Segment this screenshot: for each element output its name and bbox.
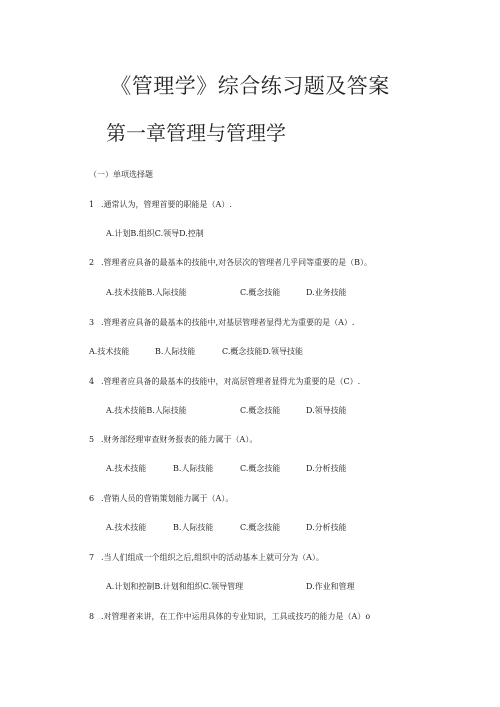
question-2 (89, 258, 372, 268)
question-number: 4 (89, 377, 95, 386)
question-text: .对管理者来讲，在工作中运用具体的专业知识，工具或技巧的能力是（A）o (101, 612, 371, 621)
question-number: 5 (89, 435, 95, 444)
option-text: D.作业和管理 (306, 582, 355, 591)
question-2-options (106, 288, 426, 298)
option-text: B.人际技能 (173, 464, 214, 473)
question-text: .管理者应具备的最基本的技能中，对高层管理者显得尤为重要的是（C）. (101, 377, 361, 386)
question-5-options (106, 464, 426, 474)
question-8 (89, 612, 370, 622)
option-text: C.概念技能 (240, 288, 281, 297)
question-6 (89, 494, 233, 504)
option-text: A.技术技能B.人际技能 (106, 406, 187, 415)
option-text: A.技术技能 (106, 464, 147, 473)
question-number: 2 (89, 258, 95, 267)
chapter-heading: 第一章管理与管理学 (106, 121, 286, 145)
question-text: .管理者应具备的最基本的技能中,对各层次的管理者几乎同等重要的是（B）。 (101, 258, 372, 267)
option-text: C.概念技能D.领导技能 (222, 347, 304, 356)
question-4-options (106, 406, 426, 416)
question-5 (89, 435, 257, 445)
question-number: 1 (89, 200, 95, 209)
question-3-options (89, 347, 409, 357)
question-1 (89, 200, 232, 210)
question-text: .当人们组成一个组织之后,组织中的活动基本上就可分为（A）。 (101, 553, 324, 562)
option-text: B.人际技能 (173, 523, 214, 532)
option-text: D.分析技能 (306, 523, 347, 532)
option-text: B.人际技能 (155, 347, 196, 356)
question-number: 3 (89, 318, 95, 327)
option-text: C.概念技能 (240, 523, 281, 532)
question-number: 6 (89, 494, 95, 503)
option-text: A.技术技能B.人际技能 (106, 288, 187, 297)
question-text: .财务部经理审查财务报表的能力属于（A）。 (101, 435, 258, 444)
option-text: A.计划B.组织C.领导D.控制 (106, 229, 204, 238)
question-text: .通常认为，管理首要的职能是（A）. (101, 200, 232, 209)
option-text: A.技术技能 (89, 347, 130, 356)
option-text: A.技术技能 (106, 523, 147, 532)
option-text: D.业务技能 (306, 288, 347, 297)
question-1-options (106, 229, 426, 239)
option-text: C.概念技能 (240, 464, 281, 473)
document-title: 《管理学》综合练习题及答案 (110, 74, 390, 98)
option-text: D.领导技能 (306, 406, 347, 415)
question-text: .管理者应具备的最基本的技能中,对基层管理者显得尤为重要的是（A）. (101, 318, 355, 327)
question-number: 8 (89, 612, 95, 621)
option-text: D.分析技能 (306, 464, 347, 473)
option-text: A.计划和控制B.计划和组织C.领导管理 (106, 582, 244, 591)
question-number: 7 (89, 553, 95, 562)
question-7-options (106, 582, 426, 592)
section-heading: （一）单项选择题 (89, 170, 153, 179)
question-7 (89, 553, 324, 563)
question-text: .营销人员的营销策划能力属于（A）。 (101, 494, 234, 503)
question-4 (89, 377, 360, 387)
question-6-options (106, 523, 426, 533)
question-3 (89, 318, 354, 328)
option-text: C.概念技能 (240, 406, 281, 415)
